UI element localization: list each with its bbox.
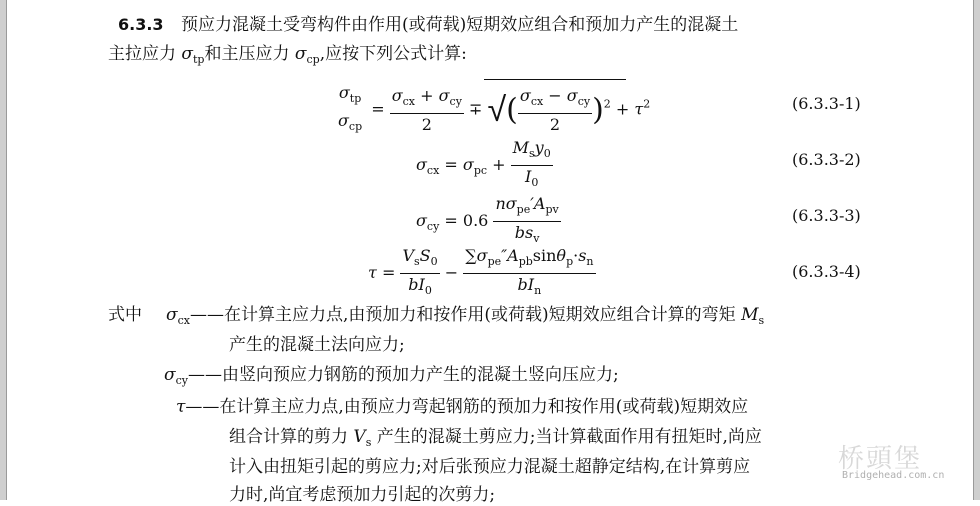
eq2-fraction: $\frac{M_sy_0}{I_0}$ [512, 138, 551, 189]
equation-3-number: (6.3.3-3) [792, 206, 861, 225]
eq1-lhs: $\sigma_{tp}$ $\sigma_{cp}$ [338, 83, 363, 133]
sigma-tp-symbol: $\sigma_{tp}$ [181, 44, 205, 66]
definition-sigma-cx-cont: 产生的混凝土法向应力; [229, 335, 405, 355]
definition-tau-line2: 组合计算的剪力 $V_s$ 产生的混凝土剪应力;当计算截面作用有扭矩时,尚应 [229, 427, 762, 449]
equation-2-number: (6.3.3-2) [792, 150, 861, 169]
section-text-2b: 和主压应力 [204, 44, 295, 64]
equation-1-number: (6.3.3-1) [792, 94, 861, 113]
equation-4-number: (6.3.3-4) [792, 262, 861, 281]
definition-sigma-cx: $\sigma_{cx}——$在计算主应力点,由预加力和按作用(或荷载)短期效应组合计算的弯矩 $M_s$ [166, 305, 765, 327]
section-text-2a: 主拉应力 [108, 44, 182, 64]
definition-tau-line4: 力时,尚宜考虑预加力引起的次剪力; [229, 485, 496, 505]
definition-tau-line3: 计入由扭矩引起的剪应力;对后张预应力混凝土超静定结构,在计算剪应 [229, 457, 751, 477]
section-line-1 [118, 14, 738, 36]
eq1-diff-fraction: $\frac{\sigma_{cx} - \sigma_{cy}}{2}$ [519, 85, 591, 134]
section-text-2c: ,应按下列公式计算: [319, 44, 467, 64]
eq3-fraction: $\frac{n\sigma_{pe}'A_{pv}}{bs_v}$ [495, 194, 559, 245]
watermark-seal: 桥頭堡 [838, 444, 923, 474]
eq4-fraction-2: $\frac{\sum\sigma_{pe}''A_{pb}\sin\theta_p\cdot s_n}{bI_n}$ [465, 246, 594, 297]
equation-2: $\sigma_{cx} = \sigma_{pc}$ + $\frac{M_sy_0}{I_0}$ [416, 138, 553, 193]
sqrt-bar [484, 79, 626, 80]
equation-1: $\sigma_{tp}$ $\sigma_{cp}$ = $\frac{\sigma_{cx} + \sigma_{cy}}{2}$ ∓ √( $\frac{\sigma_{cx} - \sigma_{cy}}{2}$ )$^2 + \tau^2$ [338, 82, 650, 138]
section-line-2 [108, 43, 467, 71]
window-frame-right [973, 0, 980, 500]
watermark-url: Bridgehead.com.cn [842, 470, 945, 481]
window-frame-left [0, 0, 7, 500]
sigma-cp-symbol: $\sigma_{cp}$ [294, 44, 320, 66]
section-number: 6.3.3 [118, 15, 164, 34]
equation-3: $\sigma_{cy} = 0.6$ $\frac{n\sigma_{pe}'A_{pv}}{bs_v}$ [416, 194, 561, 249]
section-text-1: 预应力混凝土受弯构件由作用(或荷载)短期效应组合和预加力产生的混凝土 [180, 15, 739, 35]
definition-tau: τ——在计算主应力点,由预应力弯起钢筋的预加力和按作用(或荷载)短期效应 [176, 397, 749, 417]
eq1-mean-fraction: $\frac{\sigma_{cx} + \sigma_{cy}}{2}$ [391, 85, 462, 134]
eq4-fraction-1: $\frac{V_sS_0}{bI_0}$ [402, 246, 438, 297]
equation-4: τ = $\frac{V_sS_0}{bI_0}$ − $\frac{\sum\sigma_{pe}''A_{pb}\sin\theta_p\cdot s_n}{bI_n}$ [368, 246, 596, 301]
definitions-label: 式中 [108, 305, 142, 325]
definition-sigma-cy: $\sigma_{cy}——$由竖向预应力钢筋的预加力产生的混凝土竖向压应力; [164, 365, 619, 387]
